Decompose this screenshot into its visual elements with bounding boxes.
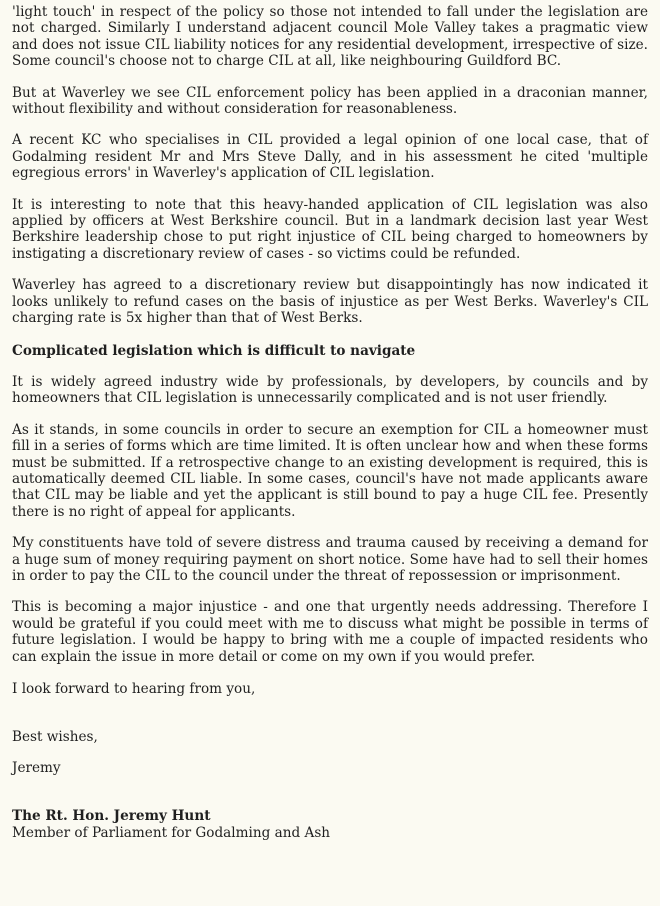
signature-name: Jeremy xyxy=(12,759,61,776)
signoff: Best wishes, xyxy=(12,729,98,746)
letter-paragraph: As it stands, in some councils in order to secure an exemption for CIL a homeowner must fill in a series of forms which are time limited. It is often unclear how and when these forms must be submitted. If a retrospective change to an existing development is required, this is automatically deemed CIL liable. In some cases, council's have not made applicants aware that CIL may be liable and yet the applicant is still bound to pay a huge CIL fee. Presently there is no right of appeal for applicants. xyxy=(12,421,648,520)
letter-paragraph: A recent KC who specialises in CIL provided a legal opinion of one local case, that of Godalming resident Mr and Mrs Steve Dally, and in his assessment he cited 'multiple egregious errors' in Waverley's application of CIL legislation. xyxy=(12,132,648,182)
letter-paragraph: But at Waverley we see CIL enforcement policy has been applied in a draconian manner, without flexibility and without consideration for reasonableness. xyxy=(12,84,648,118)
letter-paragraph: Waverley has agreed to a discretionary review but disappointingly has now indicated it looks unlikely to refund cases on the basis of injustice as per West Berks. Waverley's CIL charging rate is 5x higher than that of West Berks. xyxy=(12,277,648,327)
sender-role: Member of Parliament for Godalming and Ash xyxy=(12,824,331,841)
section-heading: Complicated legislation which is difficult to navigate xyxy=(12,342,416,359)
letter-paragraph: My constituents have told of severe distress and trauma caused by receiving a demand for a huge sum of money requiring payment on short notice. Some have had to sell their homes in order to pay the CIL to the council under the threat of repossession or imprisonment. xyxy=(12,535,648,584)
letter-paragraph: It is interesting to note that this heavy-handed application of CIL legislation was also applied by officers at West Berkshire council. But in a landmark decision last year West Berkshire leadership chose to put right injustice of CIL being charged to homeowners by instigating a discretionary review of cases - so victims could be refunded. xyxy=(12,196,648,262)
sender-title: The Rt. Hon. Jeremy Hunt xyxy=(12,808,211,825)
letter-paragraph: This is becoming a major injustice - and one that urgently needs addressing. Therefore I would be grateful if you could meet with me to discuss what might be possible in terms of future legislation. I would be happy to bring with me a couple of impacted residents who can explain the issue in more detail or come on my own if you would prefer. xyxy=(12,599,648,665)
letter-paragraph: It is widely agreed industry wide by professionals, by developers, by councils and by homeowners that CIL legislation is unnecessarily complicated and is not user friendly. xyxy=(12,373,648,407)
letter-paragraph: 'light touch' in respect of the policy so those not intended to fall under the legislation are not charged. Similarly I understand adjacent council Mole Valley takes a pragmatic view and does not issue CIL liability notices for any residential development, irrespective of size. Some council's choose not to charge CIL at all, like neighbouring Guildford BC. xyxy=(12,4,648,70)
closing-line: I look forward to hearing from you, xyxy=(12,681,256,697)
